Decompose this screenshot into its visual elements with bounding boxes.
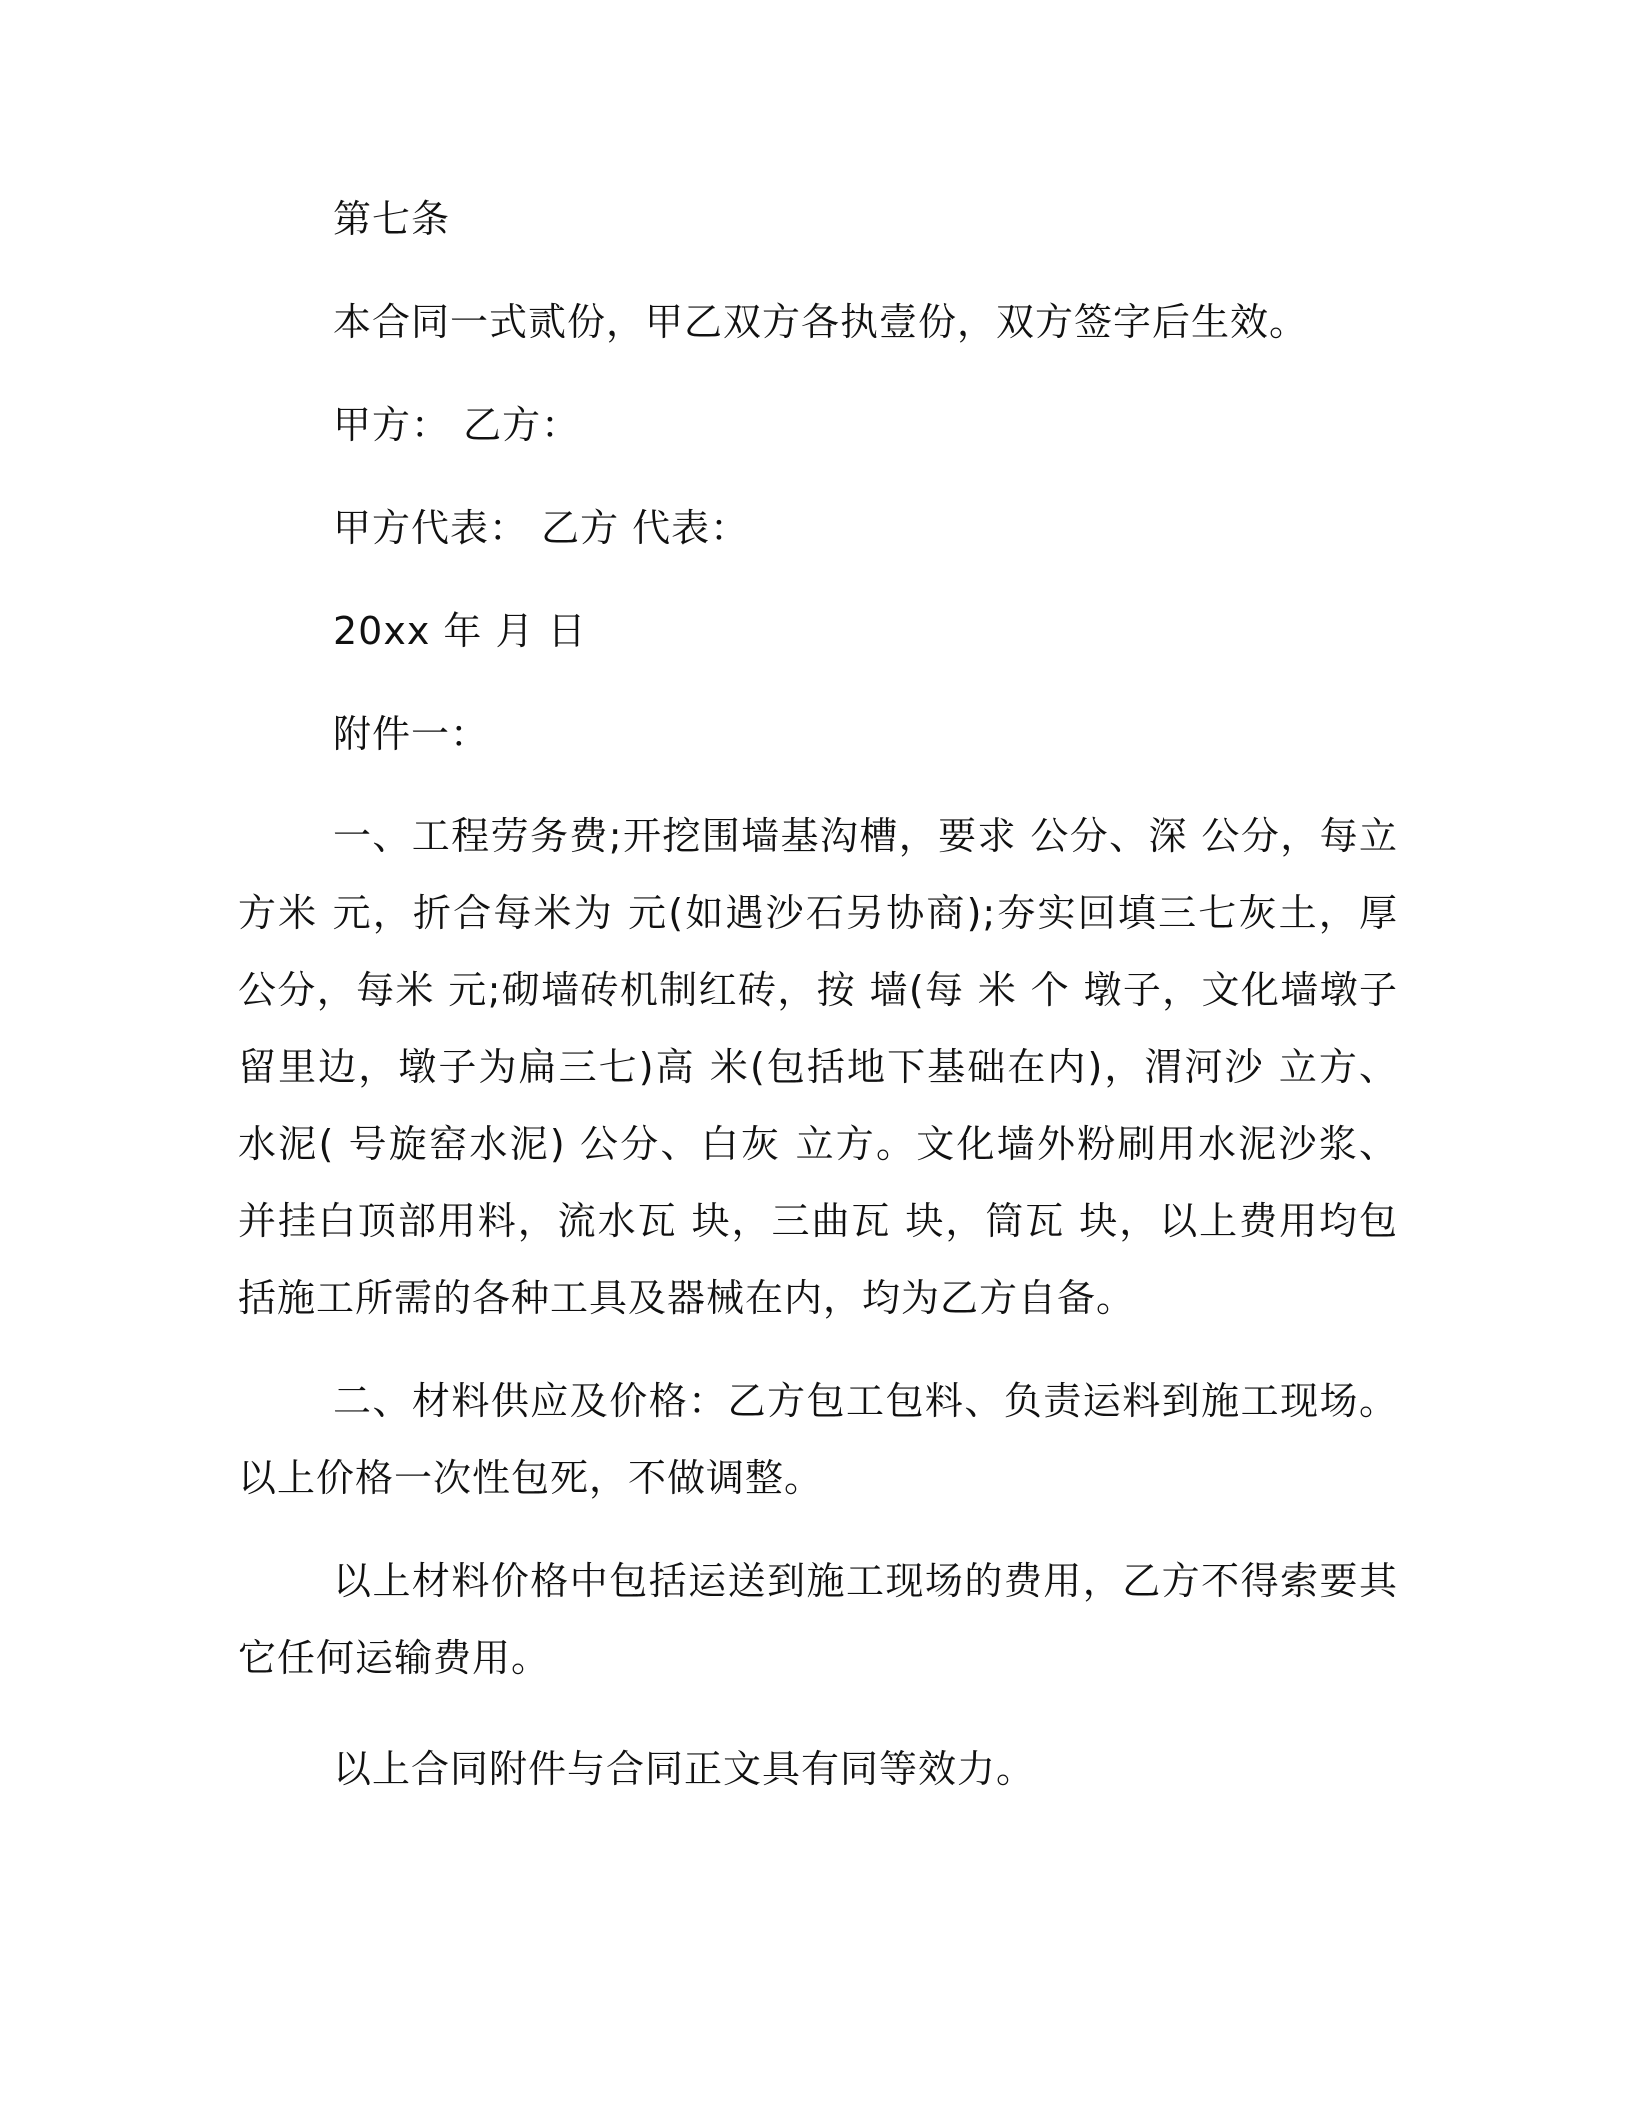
representatives-line: 甲方代表： 乙方 代表： bbox=[333, 506, 750, 550]
date-line: 20xx 年 月 日 bbox=[333, 609, 587, 653]
section-two-paragraph: 二、材料供应及价格：乙方包工包料、负责运料到施工现场。以上价格一次性包死，不做调整。 bbox=[238, 1379, 1398, 1500]
section-one-paragraph: 一、工程劳务费;开挖围墙基沟槽，要求 公分、深 公分，每立方米 元，折合每米为 元(如遇沙石另协商);夯实回填三七灰土，厚 公分，每米 元;砌墙砖机制红砖，按 墙(每 米 个 墩子，文化墙墩子留里边，墩子为扁三七)高 米(包括地下基础在内)，渭河沙 立方、水泥( 号旋窑水泥) 公分、白灰 立方。文化墙外粉刷用水泥沙浆、并挂白顶部用料，流水瓦 块，三曲瓦 块，筒瓦 块，以上费用均包括施工所需的各种工具及器械在内，均为乙方自备。 bbox=[238, 814, 1398, 1320]
article-heading: 第七条 bbox=[333, 197, 451, 241]
copies-clause: 本合同一式贰份，甲乙双方各执壹份，双方签字后生效。 bbox=[333, 300, 1309, 344]
validity-note: 以上合同附件与合同正文具有同等效力。 bbox=[333, 1747, 1036, 1791]
parties-line: 甲方： 乙方： bbox=[333, 403, 581, 447]
attachment-heading: 附件一： bbox=[333, 712, 490, 756]
transport-note-paragraph: 以上材料价格中包括运送到施工现场的费用，乙方不得索要其它任何运输费用。 bbox=[238, 1559, 1398, 1680]
